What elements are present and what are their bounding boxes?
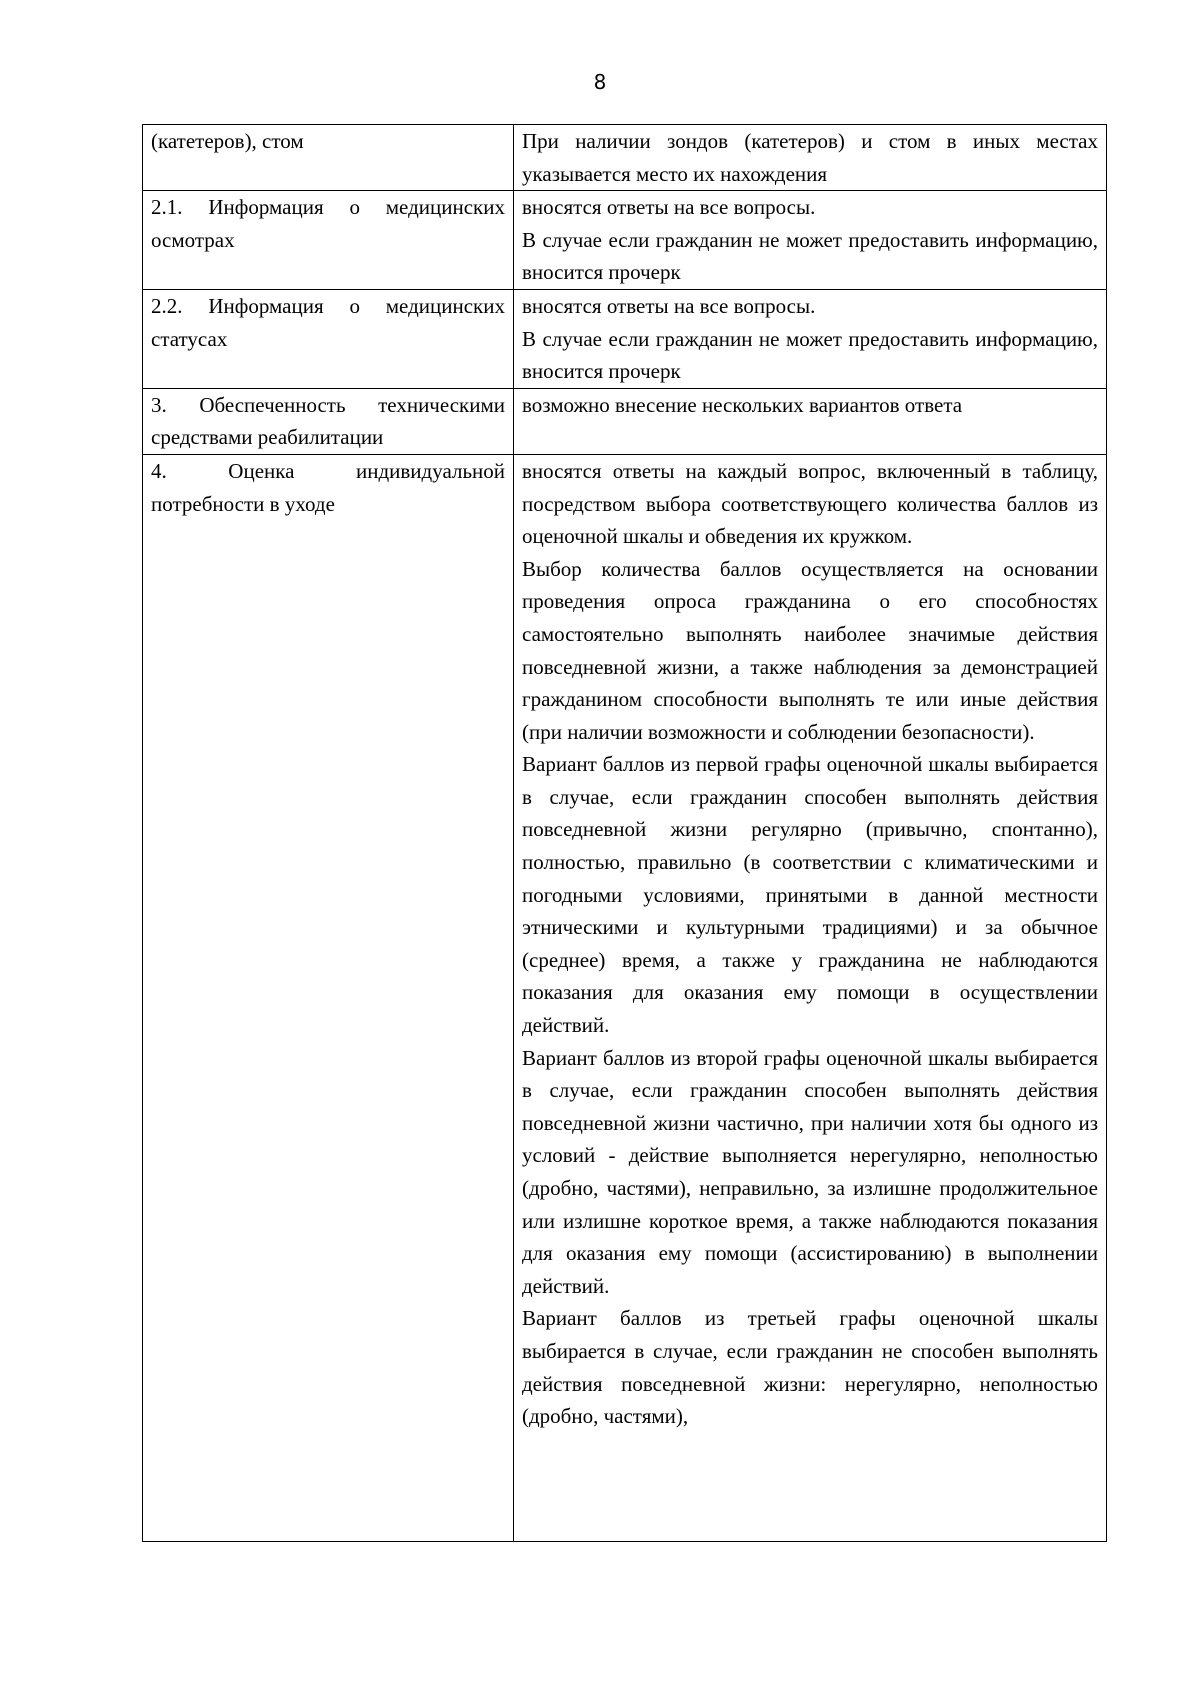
table-cell-instruction [514,125,1107,191]
instruction-paragraph: Вариант баллов из третьей графы оценочной шкалы выбирается в случае, если гражданин не способен выполнять действия повседневной жизни: нерегулярно, неполностью (дробно, частями), [522,1306,1098,1429]
section-title: 3. Обеспеченность техническими средствами реабилитации [151,392,505,450]
table-row [143,191,1107,290]
page-number: 8 [593,70,607,94]
instruction-paragraph: вносятся ответы на все вопросы. [522,293,816,318]
instruction-paragraph: вносятся ответы на каждый вопрос, включенный в таблицу, посредством выбора соответствующего количества баллов из оценочной шкалы и обведения их кружком. [522,458,1098,549]
instruction-paragraph: В случае если гражданин не может предоставить информацию, вносится прочерк [522,326,1098,384]
table-cell-section [143,191,514,290]
instructions-table [142,124,1107,1542]
table-cell-instruction [514,289,1107,388]
table-row [143,289,1107,388]
table-cell-instruction [514,191,1107,290]
table-cell-section [143,454,514,1541]
table-row [143,125,1107,191]
instruction-paragraph: Вариант баллов из второй графы оценочной шкалы выбирается в случае, если гражданин способен выполнять действия повседневной жизни частично, при наличии хотя бы одного из условий - действие выполняется нерегулярно, неполностью (дробно, частями), неправильно, за излишне продолжительное или излишне короткое время, а также наблюдаются показания для оказания ему помощи (ассистированию) в выполнении действий. [522,1045,1098,1298]
instruction-paragraph: возможно внесение нескольких вариантов ответа [522,392,963,417]
table-cell-section [143,388,514,454]
section-title: 4. Оценка индивидуальной потребности в уходе [151,458,505,516]
instruction-paragraph: Вариант баллов из первой графы оценочной шкалы выбирается в случае, если гражданин способен выполнять действия повседневной жизни регулярно (привычно, спонтанно), полностью, правильно (в соответствии с климатическими и погодными условиями, принятыми в данной местности этническими и культурными традициями) и за обычное (среднее) время, а также у гражданина не наблюдаются показания для оказания ему помощи в осуществлении действий. [522,752,1098,1038]
table-row [143,454,1107,1541]
section-title: (катетеров), стом [151,129,304,153]
table-cell-section [143,289,514,388]
instruction-paragraph: В случае если гражданин не может предоставить информацию, вносится прочерк [522,227,1098,285]
table-row [143,388,1107,454]
instruction-paragraph: вносятся ответы на все вопросы. [522,195,816,220]
table-cell-instruction [514,454,1107,1541]
section-title: 2.2. Информация о медицинских статусах [151,293,505,351]
table-cell-instruction [514,388,1107,454]
instruction-paragraph: Выбор количества баллов осуществляется на основании проведения опроса гражданина о его способностях самостоятельно выполнять наиболее значимые действия повседневной жизни, а также наблюдения за демонстрацией гражданином способности выполнять те или иные действия (при наличии возможности и соблюдении безопасности). [522,556,1098,744]
table-cell-section [143,125,514,191]
section-title: 2.1. Информация о медицинских осмотрах [151,195,505,252]
instruction-paragraph: При наличии зондов (катетеров) и стом в иных местах указывается место их нахождения [522,129,1098,186]
